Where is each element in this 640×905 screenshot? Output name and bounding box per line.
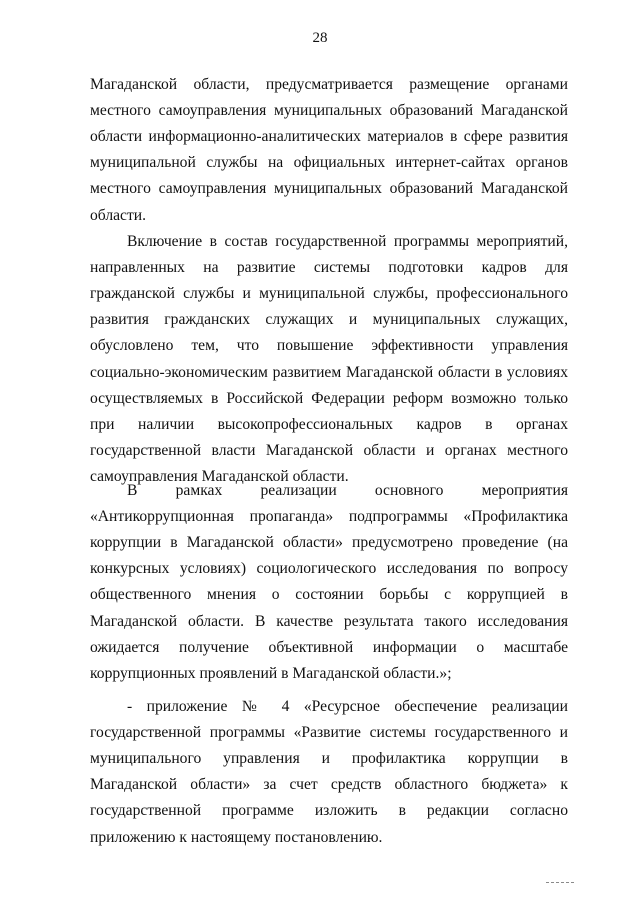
scan-artifact-divider: [546, 882, 574, 883]
paragraph-appendix-amendment: - приложение № 4 «Ресурсное обеспечение реализации государственной программы «Развитие системы государственного и муниципального управления и профилактика коррупции в Магаданской области» за счет средств областного бюджета» к государственной программе изложить в редакции согласно приложению к настоящему постановлению.: [90, 697, 568, 846]
paragraph-anticorruption-research: В рамках реализации основного мероприятия «Антикоррупционная пропаганда» подпрограммы «Профилактика коррупции в Магаданской области» предусмотрено проведение (на конкурсных условиях) социологического исследования по вопросу общественного мнения о состоянии борьбы с коррупцией в Магаданской области. В качестве результата такого исследования ожидается получение объективной информации о масштабе коррупционных проявлений в Магаданской области.»;: [90, 481, 568, 683]
paragraph-training-program: Включение в состав государственной программы мероприятий, направленных на развитие системы подготовки кадров для гражданской службы и муниципальной службы, профессионального развития гражданских служащих и муниципальных служащих, обусловлено тем, что повышение эффективности управления социально-экономическим развитием Магаданской области в условиях осуществляемых в Российской Федерации реформ возможно только при наличии высокопрофессиональных кадров в органах государственной власти Магаданской области и органах местного самоуправления Магаданской области.: [90, 232, 568, 486]
paragraph-continuation: Магаданской области, предусматривается размещение органами местного самоуправления муниципальных образований Магаданской области информационно-аналитических материалов в сфере развития муниципальной службы на официальных интернет-сайтах органов местного самоуправления муниципальных образований Магаданской области.: [90, 75, 568, 224]
page-number: 28: [312, 30, 328, 46]
